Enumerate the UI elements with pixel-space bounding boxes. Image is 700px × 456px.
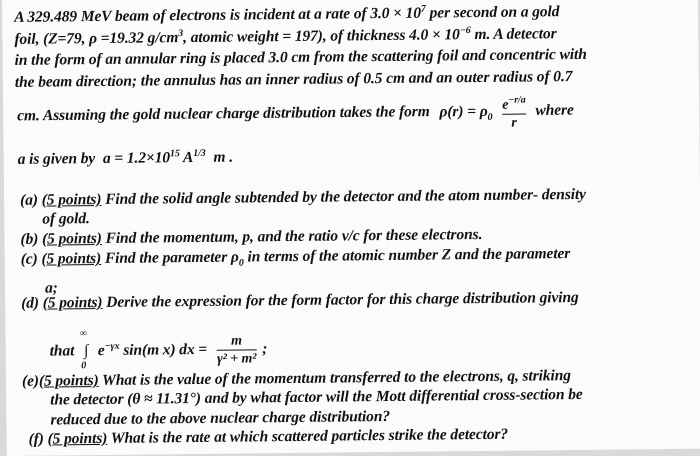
mass-number: A [182,149,194,167]
part-e-cont-1: the detector (θ ≈ 11.31°) and by what factor will the Mott differential cross-section be [50,385,583,409]
part-a-cont: of gold. [42,210,90,228]
exponent: −γx [104,340,120,353]
numerator: m [230,333,242,349]
text-fragment: where [535,101,574,119]
points-label: (5 points) [41,229,102,248]
rho-symbol: ρ(r) = ρ [439,102,488,120]
problem-line-5 [17,92,574,136]
text-fragment: Find the parameter [101,248,228,267]
lower-limit: 0 [81,360,87,372]
subscript: 0 [238,257,244,269]
text-fragment: Derive the expression for the form factor for this charge distribution giving [102,288,579,311]
text-fragment: What is the value of the momentum transferred to the electrons, q, striking [98,367,571,390]
problem-line-3: in the form of an annular ring is placed 3.0 cm from the scattering foil and concentric with [14,45,587,69]
exponent: −6 [459,25,471,37]
part-d [21,289,579,313]
problem-line-6 [18,148,234,169]
unit: m . [213,148,234,166]
numerator: e [502,97,509,113]
points-label: (5 points) [42,293,103,312]
text-fragment: in terms of the atomic number Z and the parameter [243,245,571,266]
points-label: (5 points) [38,372,99,390]
integrand: sin(m x) dx = [119,340,208,359]
radius-equation: a = 1.2×10 [102,149,171,167]
text-fragment: What is the rate at which scattered particles strike the detector? [107,425,509,447]
part-label: (f) [28,430,44,448]
text-fragment: A 329.489 MeV beam of electrons is incident at a rate of 3.0 × 10 [14,4,422,26]
part-label: (d) [21,294,40,312]
problem-line-1 [14,2,559,27]
points-label: (5 points) [41,190,102,209]
text-fragment: foil, (Z=79, ρ =19.32 g/cm [14,29,179,48]
exponent: 3 [178,28,184,40]
part-b [20,226,482,249]
exponent: 1/3 [193,147,206,160]
integrand: e [97,342,105,360]
density-formula [439,102,493,123]
denominator: γ² + m² [216,351,257,367]
integral-identity [49,328,268,372]
rho-symbol: ρ [230,248,239,266]
text-fragment: a is given by [17,150,96,168]
text-fragment: m. A detector [470,25,557,44]
text-fragment: ; [262,340,268,358]
text-fragment: that [49,342,75,360]
text-fragment: , atomic weight = 197), of thickness 4.0 × 10 [183,26,460,47]
points-label: (5 points) [41,249,102,268]
denominator: r [511,115,517,131]
subscript: 0 [487,111,493,123]
exponent: 7 [420,3,426,15]
problem-line-4: the beam direction; the annulus has an inner radius of 0.5 cm and an outer radius of 0.7 [14,68,573,91]
exponent: 15 [169,148,180,160]
problem-page [2,0,700,456]
density-fraction [502,93,526,131]
rho-0 [230,248,244,269]
text-fragment: Find the solid angle subtended by the detector and the atom number- density [101,185,586,208]
problem-line-2 [14,24,556,49]
part-label: (a) [20,191,38,209]
part-e-cont-2: reduced due to the above nuclear charge distribution? [50,407,391,429]
text-fragment: Find the momentum, p, and the ratio v/c for these electrons. [101,225,483,247]
part-a [20,186,586,210]
exponent: −r/a [508,94,526,106]
text-fragment: per second on a gold [425,3,560,22]
part-label: (e) [21,372,39,390]
part-c-cont: a; [44,279,58,297]
integral-sign: ∫ ∞ 0 [79,328,89,372]
part-label: (c) [20,250,38,268]
points-label: (5 points) [47,429,108,448]
integral-result [217,333,257,366]
part-c [21,245,571,271]
part-label: (b) [20,230,39,248]
part-f [29,426,509,449]
text-fragment: cm. Assuming the gold nuclear charge distribution takes the form [17,103,430,125]
upper-limit: ∞ [79,328,87,340]
